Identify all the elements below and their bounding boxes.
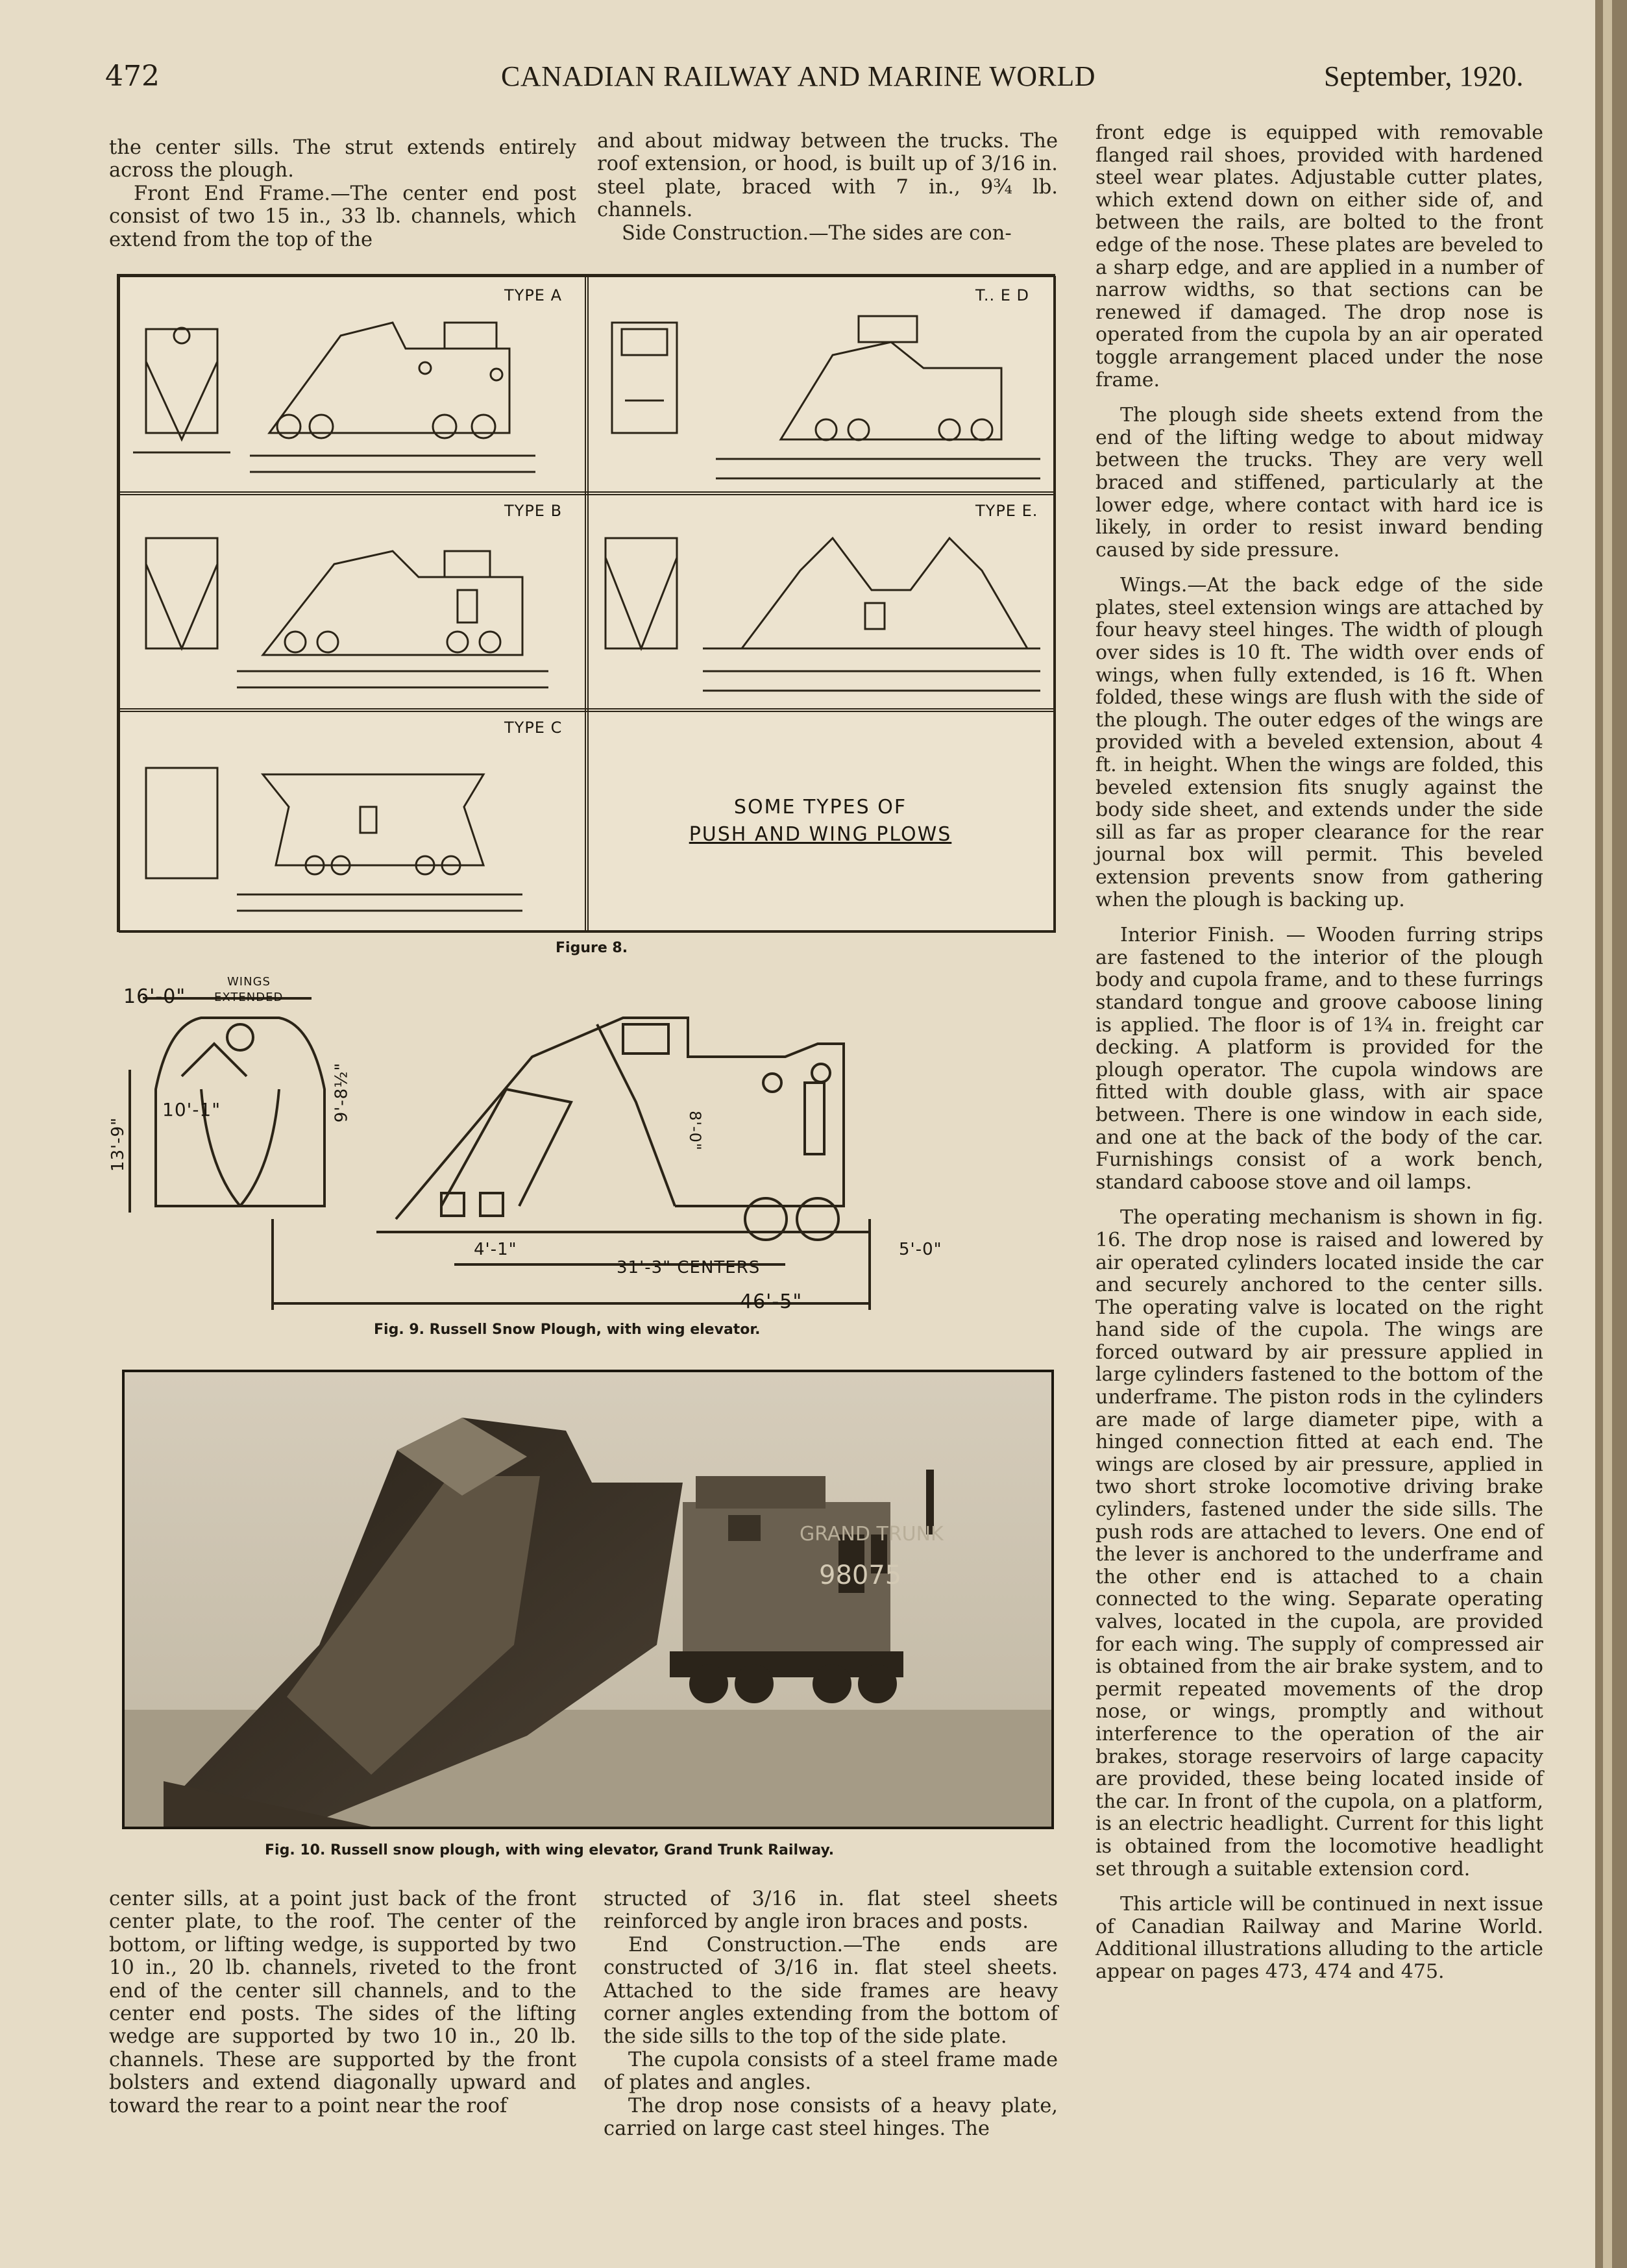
truck-centers-dim: 31'-3" CENTERS: [617, 1258, 761, 1277]
rear-truck-dim: 5'-0": [899, 1240, 942, 1259]
page-number: 472: [105, 60, 160, 93]
page-edge-highlight: [1603, 0, 1612, 2268]
column-3: [1095, 122, 1543, 1984]
type-a-drawing: [120, 277, 587, 494]
running-title: CANADIAN RAILWAY AND MARINE WORLD: [501, 60, 1096, 92]
type-e-panel: [585, 491, 1056, 712]
wings-note: WINGS: [227, 975, 271, 989]
column-2-bottom: [604, 1888, 1058, 2140]
figure-10-photo: [122, 1370, 1054, 1829]
column-1-top: [109, 136, 576, 251]
car-number: 98075: [819, 1560, 902, 1590]
type-b-panel: [119, 491, 589, 712]
paragraph: front edge is equipped with removable flanged rail shoes, provided with hardened steel wear plates. Adjustable cutter plates, which extend down on either side of, and between the rails, are bolted to the front edge of the nose. These plates are beveled to a sharp edge, and are applied in a number of narrow widths, so that sections can be renewed if damaged. The drop nose is operated from the cupola by an air operated toggle arrangement placed under the nose frame.: [1095, 121, 1543, 391]
paragraph: End Construction.—The ends are constructed of 3/16 in. flat steel sheets. Attached to the side frames are heavy corner angles extending from the bottom of the side sills to the top of the side plate.: [604, 1933, 1058, 2049]
column-2-top: [597, 130, 1058, 245]
type-d-label: T.. E D: [975, 286, 1029, 304]
figure-10-caption: Fig. 10. Russell snow plough, with wing elevator, Grand Trunk Railway.: [265, 1842, 835, 1858]
type-a-panel: [119, 276, 589, 495]
extended-note: EXTENDED: [214, 991, 284, 1004]
type-c-drawing: [120, 709, 587, 931]
type-a-label: TYPE A: [504, 286, 563, 304]
figure-8-caption: Figure 8.: [556, 940, 628, 956]
paragraph: Side Construction.—The sides are con-: [622, 221, 1012, 245]
type-d-panel: [585, 276, 1056, 495]
paragraph: the center sills. The strut extends entirely across the plough.: [109, 136, 576, 182]
plow-types-label-panel: [585, 708, 1056, 933]
type-d-drawing: [586, 277, 1055, 494]
front-truck-dim: 4'-1": [474, 1240, 517, 1259]
car-lettering: GRAND TRUNK: [800, 1523, 944, 1546]
label-line-1: SOME TYPES OF: [733, 796, 907, 819]
type-b-label: TYPE B: [504, 502, 563, 520]
issue-date: September, 1920.: [1324, 60, 1524, 92]
paragraph: The operating mechanism is shown in fig. 16. The drop nose is raised and lowered by air operated cylinders located inside the car and securely anchored to the center sills. The operating valve is located on the right hand side of the cupola. The wings are forced outward by air pressure applied in large cylinders fastened to the bottom of the underframe. The piston rods in the cylinders are made of large diameter pipe, with a hinged connection fitted at each end. The wings are closed by air pressure, applied in two short stroke locomotive driving brake cylinders, fastened under the side sills. The push rods are attached to levers. One end of the lever is anchored to the underframe and the other end is attached to a chain connected to the wing. Separate operating valves, located in the cupola, are provided for each wing. The supply of compressed air is obtained from the air brake system, and to permit repeated movements of the drop nose, or wings, promptly and without interference to the operation of the air brakes, storage reservoirs of large capacity are provided, these being located inside of the car. In front of the cupola, on a platform, is an electric headlight. Current for this light is obtained from the locomotive headlight set through a suitable extension cord.: [1095, 1206, 1543, 1880]
type-e-label: TYPE E.: [975, 502, 1038, 520]
type-e-drawing: [586, 493, 1055, 711]
snow-plough-photo: [125, 1372, 1051, 1827]
label-line-2: PUSH AND WING PLOWS: [689, 823, 952, 846]
paragraph: The plough side sheets extend from the end of the lifting wedge to about midway between the trucks. They are very well braced and stiffened, particularly at the lower edge, where contact with hard ice is likely, in order to resist inward bending caused by side pressure.: [1095, 404, 1543, 561]
type-c-label: TYPE C: [504, 719, 563, 737]
paragraph: and about midway between the trucks. The roof extension, or hood, is built up of 3/16 in. steel plate, braced with 7 in., 9¾ lb. channels.: [597, 130, 1058, 222]
paragraph: The drop nose consists of a heavy plate, carried on large cast steel hinges. The: [604, 2094, 1058, 2141]
figure-9-caption: Fig. 9. Russell Snow Plough, with wing elevator.: [374, 1322, 761, 1338]
inner-width-dim: 10'-1": [162, 1099, 221, 1120]
paragraph: center sills, at a point just back of the front center plate, to the roof. The center of the bottom, or lifting wedge, is supported by two 10 in., 20 lb. channels, riveted to the front end of the center sill channels, and to the center end posts. The sides of the lifting wedge are supported by two 10 in., 20 lb. channels. These are supported by the front bolsters and extend diagonally upward and toward the rear to a point near the roof: [109, 1888, 576, 2117]
paragraph: The cupola consists of a steel frame made of plates and angles.: [604, 2048, 1058, 2095]
type-c-panel: [119, 708, 589, 933]
figure-9-drawing: [108, 972, 1051, 1323]
overall-length-dim: 46'-5": [740, 1290, 803, 1313]
paragraph: Front End Frame.—The center end post consist of two 15 in., 33 lb. channels, which extend from the top of the: [109, 182, 576, 251]
paragraph: This article will be continued in next issue of Canadian Railway and Marine World. Additional illustrations alluding to the article appear on pages 473, 474 and 475.: [1095, 1893, 1543, 1983]
type-b-drawing: [120, 493, 587, 711]
paragraph: Wings.—At the back edge of the side plates, steel extension wings are attached by four heavy steel hinges. The width of plough over sides is 10 ft. The width over ends of wings, when fully extended, is 16 ft. When folded, these wings are flush with the side of the plough. The outer edges of the wings are provided with a beveled extension, about 4 ft. in height. When the wings are folded, this beveled extension fits snugly against the body side sheet, and extends under the side sill as far as proper clearance for the rear journal box will permit. This beveled extension prevents snow from gathering when the plough is backing up.: [1095, 574, 1543, 911]
body-height-dim: 8'-0": [685, 1111, 704, 1151]
height-dim: 13'-9": [108, 1116, 128, 1172]
paragraph: Interior Finish. — Wooden furring strips are fastened to the interior of the plough body and cupola frame, and to these furrings standard tongue and groove caboose lining is applied. The floor is of 1¾ in. freight car decking. A platform is provided for the plough operator. The cupola windows are fitted with double glass, with air space between. There is one window in each side, and one at the back of the body of the car. Furnishings consist of a work bench, standard caboose stove and oil lamps.: [1095, 924, 1543, 1194]
figure-8-grid: [117, 274, 1055, 932]
cupola-height-dim: 9'-8½": [332, 1062, 352, 1123]
paragraph: structed of 3/16 in. flat steel sheets reinforced by angle iron braces and posts.: [604, 1888, 1058, 1934]
overall-width-dim: 16'-0": [123, 985, 186, 1008]
column-1-bottom: [109, 1888, 576, 2117]
